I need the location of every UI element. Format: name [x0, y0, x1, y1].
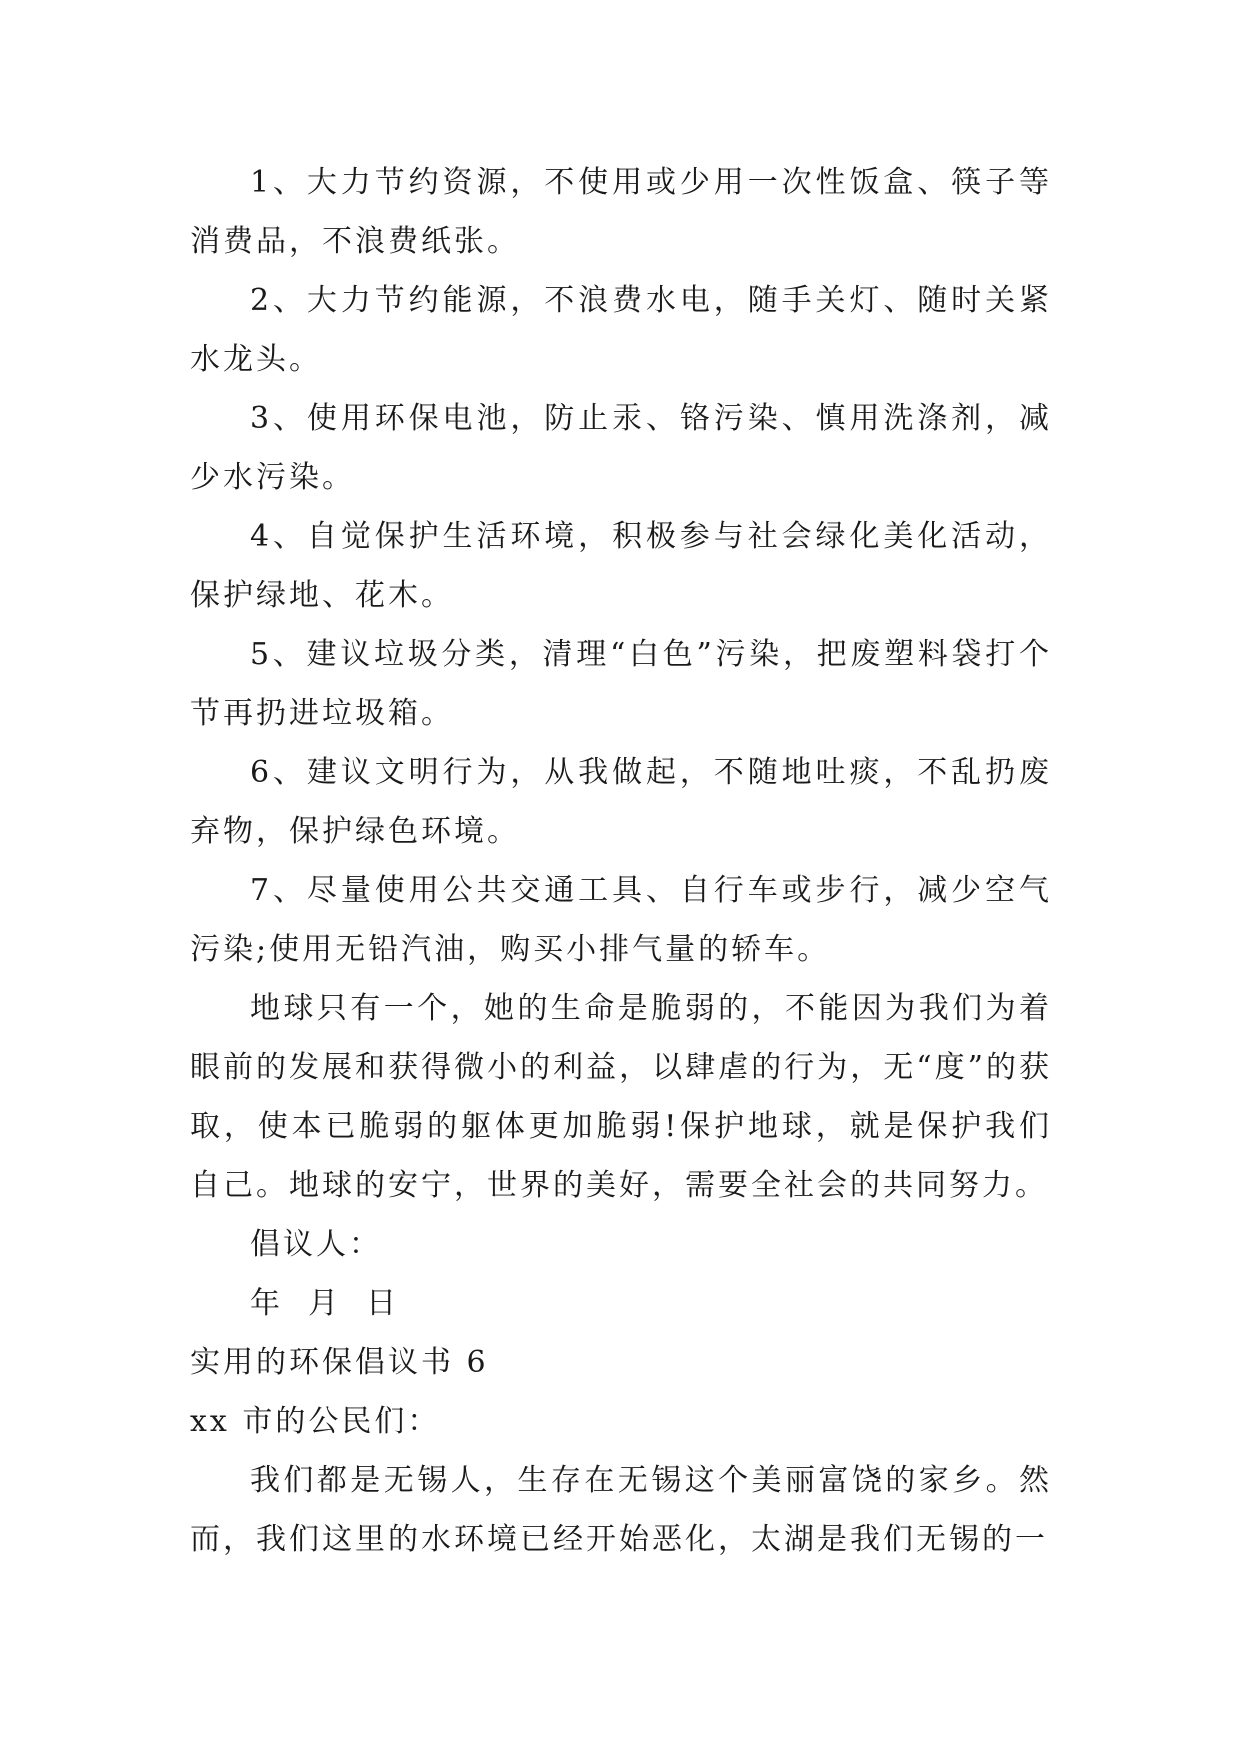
- list-item-1: 1、大力节约资源，不使用或少用一次性饭盒、筷子等消费品，不浪费纸张。: [190, 165, 1052, 259]
- list-item-6: 6、建议文明行为，从我做起，不随地吐痰，不乱扔废弃物，保护绿色环境。: [190, 755, 1052, 849]
- list-item-7: 7、尽量使用公共交通工具、自行车或步行，减少空气污染;使用无铅汽油，购买小排气量的轿车。: [190, 873, 1052, 967]
- document-body: [190, 153, 1052, 1569]
- list-item-5: 5、建议垃圾分类，清理“白色”污染，把废塑料袋打个节再扔进垃圾箱。: [190, 637, 1052, 731]
- body-paragraph: 我们都是无锡人，生存在无锡这个美丽富饶的家乡。然而，我们这里的水环境已经开始恶化，太湖是我们无锡的一: [190, 1463, 1052, 1557]
- list-item-2: 2、大力节约能源，不浪费水电，随手关灯、随时关紧水龙头。: [190, 283, 1052, 377]
- list-item-4: 4、自觉保护生活环境，积极参与社会绿化美化活动，保护绿地、花木。: [190, 519, 1052, 613]
- salutation: xx 市的公民们：: [190, 1404, 441, 1439]
- list-item-3: 3、使用环保电池，防止汞、铬污染、慎用洗涤剂，减少水污染。: [190, 401, 1052, 495]
- signature-line: 倡议人：: [250, 1227, 382, 1262]
- closing-paragraph: 地球只有一个，她的生命是脆弱的，不能因为我们为着眼前的发展和获得微小的利益，以肆虐的行为，无“度”的获取，使本已脆弱的躯体更加脆弱!保护地球，就是保护我们自己。地球的安宁，世界的美好，需要全社会的共同努力。: [190, 991, 1052, 1203]
- date-line: 年 月 日: [250, 1286, 400, 1321]
- section-title: 实用的环保倡议书 6: [190, 1345, 489, 1380]
